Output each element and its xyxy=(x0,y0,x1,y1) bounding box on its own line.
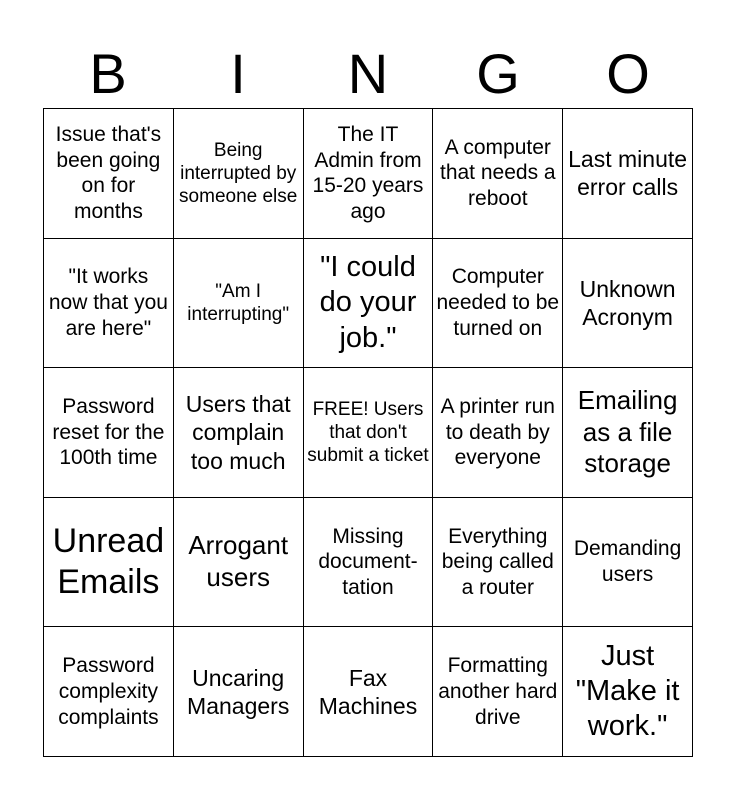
cell-text: Being interrupted by someone else xyxy=(179,139,298,207)
cell-text: The IT Admin from 15-20 years ago xyxy=(312,123,424,223)
bingo-cell-r2-c3[interactable] xyxy=(304,239,434,369)
bingo-cell-r5-c2[interactable] xyxy=(174,627,304,757)
bingo-cell-r1-c5[interactable] xyxy=(563,109,693,239)
bingo-cell-r3-c5[interactable] xyxy=(563,368,693,498)
cell-text: Password reset for the 100th time xyxy=(52,395,165,470)
cell-text: Unread Emails xyxy=(52,521,165,602)
cell-text: Everything being called a router xyxy=(441,524,554,599)
bingo-cell-r4-c3[interactable] xyxy=(304,498,434,628)
bingo-cell-r5-c5[interactable] xyxy=(563,627,693,757)
cell-text: Just "Make it work." xyxy=(575,639,680,743)
cell-text: Uncaring Managers xyxy=(187,664,290,719)
cell-text: Password complexity complaints xyxy=(58,654,159,729)
bingo-cell-r1-c3[interactable] xyxy=(304,109,434,239)
cell-text: A computer that needs a reboot xyxy=(439,135,556,211)
bingo-cell-r1-c1[interactable] xyxy=(44,109,174,239)
bingo-grid xyxy=(43,108,693,757)
bingo-cell-r4-c4[interactable] xyxy=(433,498,563,628)
bingo-cell-r5-c3[interactable] xyxy=(304,627,434,757)
cell-text: A printer run to death by everyone xyxy=(440,395,555,470)
cell-text: Arrogant users xyxy=(188,530,289,593)
bingo-cell-r2-c1[interactable] xyxy=(44,239,174,369)
cell-text: "I could do your job." xyxy=(319,250,417,354)
header-letter-g: G xyxy=(476,42,520,105)
bingo-cell-r3-c1[interactable] xyxy=(44,368,174,498)
cell-text: Fax Machines xyxy=(318,664,418,719)
bingo-cell-r2-c2[interactable] xyxy=(174,239,304,369)
bingo-cell-r1-c4[interactable] xyxy=(433,109,563,239)
cell-text: Unknown Acronym xyxy=(579,275,676,330)
cell-text: Users that complain too much xyxy=(185,391,291,474)
bingo-cell-r4-c5[interactable] xyxy=(563,498,693,628)
cell-text: Demanding users xyxy=(573,537,682,587)
bingo-cell-r5-c4[interactable] xyxy=(433,627,563,757)
free-space-cell[interactable] xyxy=(304,368,434,498)
free-space-text: FREE! Users that don't submit a ticket xyxy=(307,398,429,467)
header-letter-n: N xyxy=(347,42,389,105)
bingo-cell-r5-c1[interactable] xyxy=(44,627,174,757)
cell-text: Missing document-tation xyxy=(318,524,418,599)
header-letter-b: B xyxy=(89,42,127,105)
cell-text: Formatting another hard drive xyxy=(438,654,558,729)
header-letter-i: I xyxy=(230,42,246,105)
bingo-cell-r4-c2[interactable] xyxy=(174,498,304,628)
bingo-cell-r4-c1[interactable] xyxy=(44,498,174,628)
bingo-cell-r2-c4[interactable] xyxy=(433,239,563,369)
header-letter-o: O xyxy=(606,42,650,105)
cell-text: Last minute error calls xyxy=(568,146,688,201)
cell-text: Computer needed to be turned on xyxy=(436,265,560,340)
cell-text: "Am I interrupting" xyxy=(187,280,290,325)
cell-text: Emailing as a file storage xyxy=(577,384,678,479)
cell-text: "It works now that you are here" xyxy=(48,265,168,340)
bingo-cell-r2-c5[interactable] xyxy=(563,239,693,369)
bingo-cell-r1-c2[interactable] xyxy=(174,109,304,239)
cell-text: Issue that's been going on for months xyxy=(55,123,162,223)
bingo-cell-r3-c4[interactable] xyxy=(433,368,563,498)
bingo-cell-r3-c2[interactable] xyxy=(174,368,304,498)
bingo-header xyxy=(43,40,693,108)
